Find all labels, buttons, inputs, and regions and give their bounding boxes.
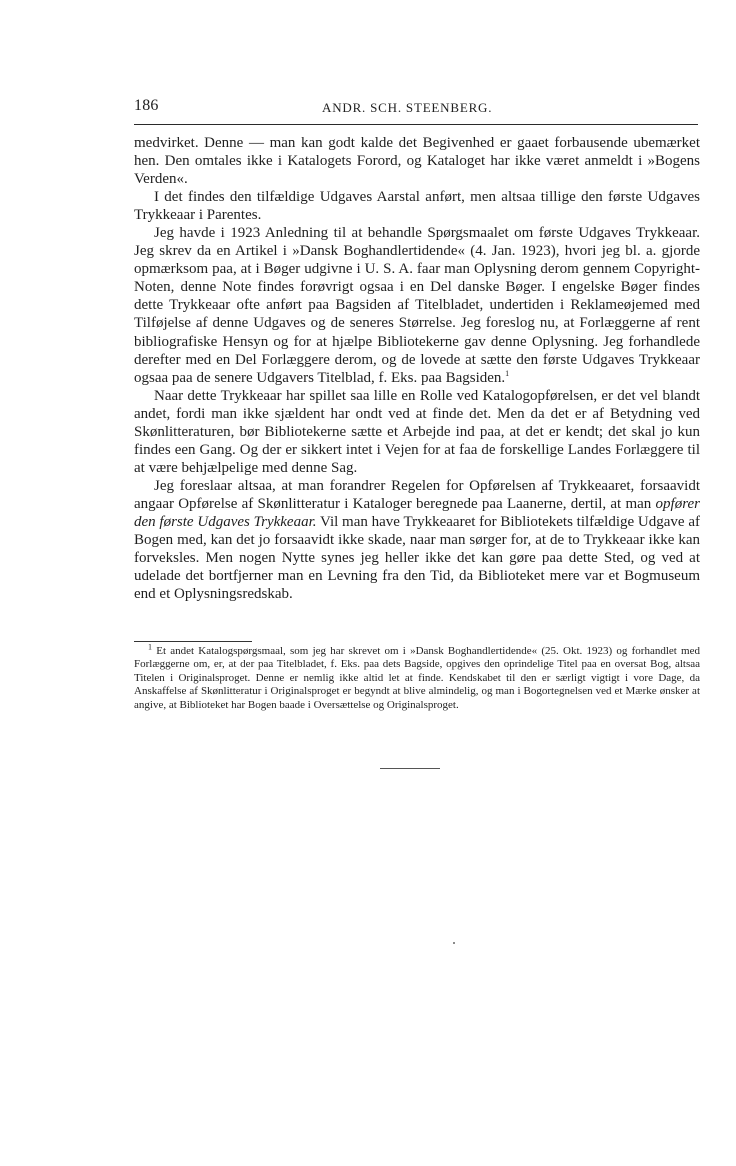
paragraph-5-emphasis: opfører den første Udgaves Trykkeaar. <box>134 495 700 530</box>
paragraph-5-text-after: Vil man have Trykkeaaret for Bibliotekets tilfældige Udgave af Bogen med, kan det jo forsaavidt ikke skade, naar man sørger for, at de to Trykkeaar ikke kan forveksles. Men nogen Nytte synes jeg heller ikke det kan gøre paa dette Sted, og ved at udelade det bortfjerner man en Levning fra den Tid, da Biblioteket mere var et Bogmuseum end et Oplysningsredskab. <box>134 513 701 603</box>
section-end-rule <box>380 768 440 769</box>
scan-speck <box>453 942 455 944</box>
footnote-reference: 1 <box>505 368 510 378</box>
footnotes <box>134 642 700 712</box>
paragraph-2: I det findes den tilfældige Udgaves Aarstal anført, men altsaa tillige den første Udgaves Trykkeaar i Parentes. <box>134 189 700 224</box>
paragraph-3 <box>134 224 700 386</box>
paragraph-1: medvirket. Denne — man kan godt kalde det Begivenhed er gaaet forbausende ubemærket hen. Den omtales ikke i Katalogets Forord, og Kataloget har ikke været anmeldt i »Bogens Verden«. <box>134 135 700 188</box>
paragraph-4: Naar dette Trykkeaar har spillet saa lille en Rolle ved Katalogopførelsen, er det vel blandt andet, fordi man ikke sjældent har ondt ved at finde det. Men da det er af Betydning ved Skønlitteraturen, bør Bibliotekerne sætte et Arbejde ind paa, at det er kendt; det skal jo kun findes een Gang. Og der er sikkert intet i Vejen for at faa de forskellige Landes Forlæggere til at være behjælpelige med denne Sag. <box>134 387 700 476</box>
page-number: 186 <box>134 97 159 114</box>
header-rule <box>134 124 698 125</box>
paragraph-3-text: Jeg havde i 1923 Anledning til at behandle Spørgsmaalet om første Udgaves Trykkeaar. Jeg skrev da en Artikel i »Dansk Boghandlertidende« (4. Jan. 1923), hvori jeg bl. a. gjorde opmærksom paa, at i Bøger udgivne i U. S. A. faar man Oplysning derom gennem Copyright-Noten, denne Note findes forøvrigt ogsaa i en Del danske Bøger. I engelske Bøger findes dette Trykkeaar ofte anført paa Bagsiden af Titelbladet, undertiden i Reklameøjemed med Tilføjelse af denne Udgaves og de seneres Størrelse. Jeg foreslog nu, at Forlæggerne af rent bibliografiske Hensyn og for at hjælpe Bibliotekerne gav denne Oplysning. Jeg forhandlede derefter med en Del Forlæggere derom, og de lovede at sætte den første Udgaves Trykkeaar ogsaa paa de senere Udgavers Titelblad, f. Eks. paa Bagsiden. <box>134 225 700 386</box>
footnote-1 <box>134 642 700 712</box>
paragraph-5 <box>134 477 700 603</box>
page-header <box>134 97 700 121</box>
footnote-marker: 1 <box>148 642 152 652</box>
paragraph-5-text-before: Jeg foreslaar altsaa, at man forandrer Regelen for Opførelsen af Trykkeaaret, forsaavidt angaar Opførelse af Skønlitteratur i Kataloger beregnede paa Laanerne, dertil, at man <box>134 477 700 512</box>
body-text <box>134 134 700 603</box>
footnote-text: Et andet Katalogspørgsmaal, som jeg har skrevet om i »Dansk Boghandlertidende« (25. Okt. 1923) og forhandlet med Forlæggerne om, er, at der paa Titelbladet, f. Eks. paa dets Bagside, opgives den oprindelige Titel paa en oversat Bog, altsaa Titelen i Originalsproget. Denne er nemlig ikke altid let at finde. Kendskabet til den er særligt vigtigt i vore Dage, da Anskaffelse af Skønlitteratur i Originalsproget er begyndt at blive almindelig, og man i Bogortegnelsen ved et Mærke ønsker at angive, at Biblioteket har Bogen baade i Oversættelse og Originalsproget. <box>134 645 700 711</box>
running-head: ANDR. SCH. STEENBERG. <box>322 100 493 115</box>
